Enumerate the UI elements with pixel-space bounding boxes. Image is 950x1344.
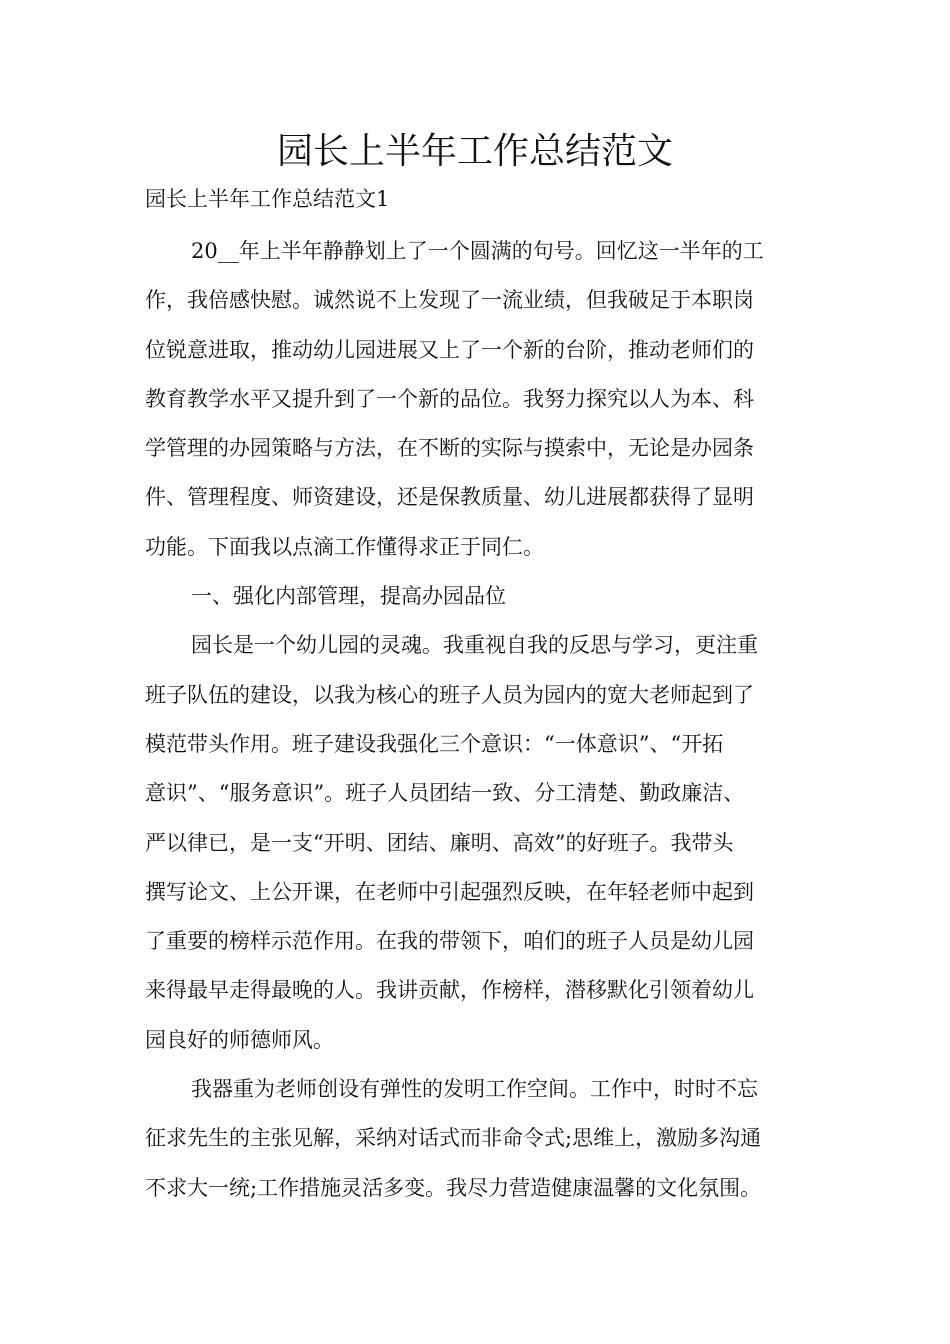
text-line: 20__年上半年静静划上了一个圆满的句号。回忆这一半年的工 bbox=[191, 239, 764, 263]
text-line: 教育教学水平又提升到了一个新的品位。我努力探究以人为本、科 bbox=[145, 386, 754, 411]
text-line: 位锐意进取，推动幼儿园进展又上了一个新的台阶，推动老师们的 bbox=[145, 337, 754, 362]
text-line: 来得最早走得最晚的人。我讲贡献，作榜样，潜移默化引领着幼儿 bbox=[145, 978, 754, 1003]
page-title: 园长上半年工作总结范文 bbox=[276, 131, 673, 172]
text-line: 了重要的榜样示范作用。在我的带领下，咱们的班子人员是幼儿园 bbox=[145, 929, 754, 954]
text-line: 撰写论文、上公开课，在老师中引起强烈反映，在年轻老师中起到 bbox=[145, 879, 754, 904]
text-line: 征求先生的主张见解，采纳对话式而非命令式;思维上，激励多沟通 bbox=[145, 1126, 762, 1151]
text-line: 园长是一个幼儿园的灵魂。我重视自我的反思与学习，更注重 bbox=[191, 633, 758, 658]
text-line: 模范带头作用。班子建设我强化三个意识：“一体意识”、“开拓 bbox=[145, 731, 724, 756]
text-line: 班子队伍的建设，以我为核心的班子人员为园内的宽大老师起到了 bbox=[145, 682, 754, 707]
document-body bbox=[145, 234, 845, 1220]
text-line: 件、管理程度、师资建设，还是保教质量、幼儿进展都获得了显明 bbox=[145, 485, 754, 510]
text-line: 我器重为老师创设有弹性的发明工作空间。工作中，时时不忘 bbox=[191, 1077, 758, 1102]
text-line: 作，我倍感快慰。诚然说不上发现了一流业绩，但我破足于本职岗 bbox=[145, 288, 754, 313]
text-line: 不求大一统;工作措施灵活多变。我尽力营造健康温馨的文化氛围。 bbox=[145, 1175, 762, 1200]
text-line: 学管理的办园策略与方法，在不断的实际与摸索中，无论是办园条 bbox=[145, 436, 754, 461]
section-heading: 园长上半年工作总结范文1 bbox=[145, 187, 390, 211]
text-line: 意识”、“服务意识”。班子人员团结一致、分工清楚、勤政廉洁、 bbox=[145, 781, 745, 806]
text-line: 功能。下面我以点滴工作懂得求正于同仁。 bbox=[145, 534, 544, 559]
text-line: 严以律已，是一支“开明、团结、廉明、高效”的好班子。我带头 bbox=[145, 830, 734, 855]
text-line: 园良好的师德师风。 bbox=[145, 1027, 334, 1052]
text-line: 一、强化内部管理，提高办园品位 bbox=[191, 584, 506, 609]
